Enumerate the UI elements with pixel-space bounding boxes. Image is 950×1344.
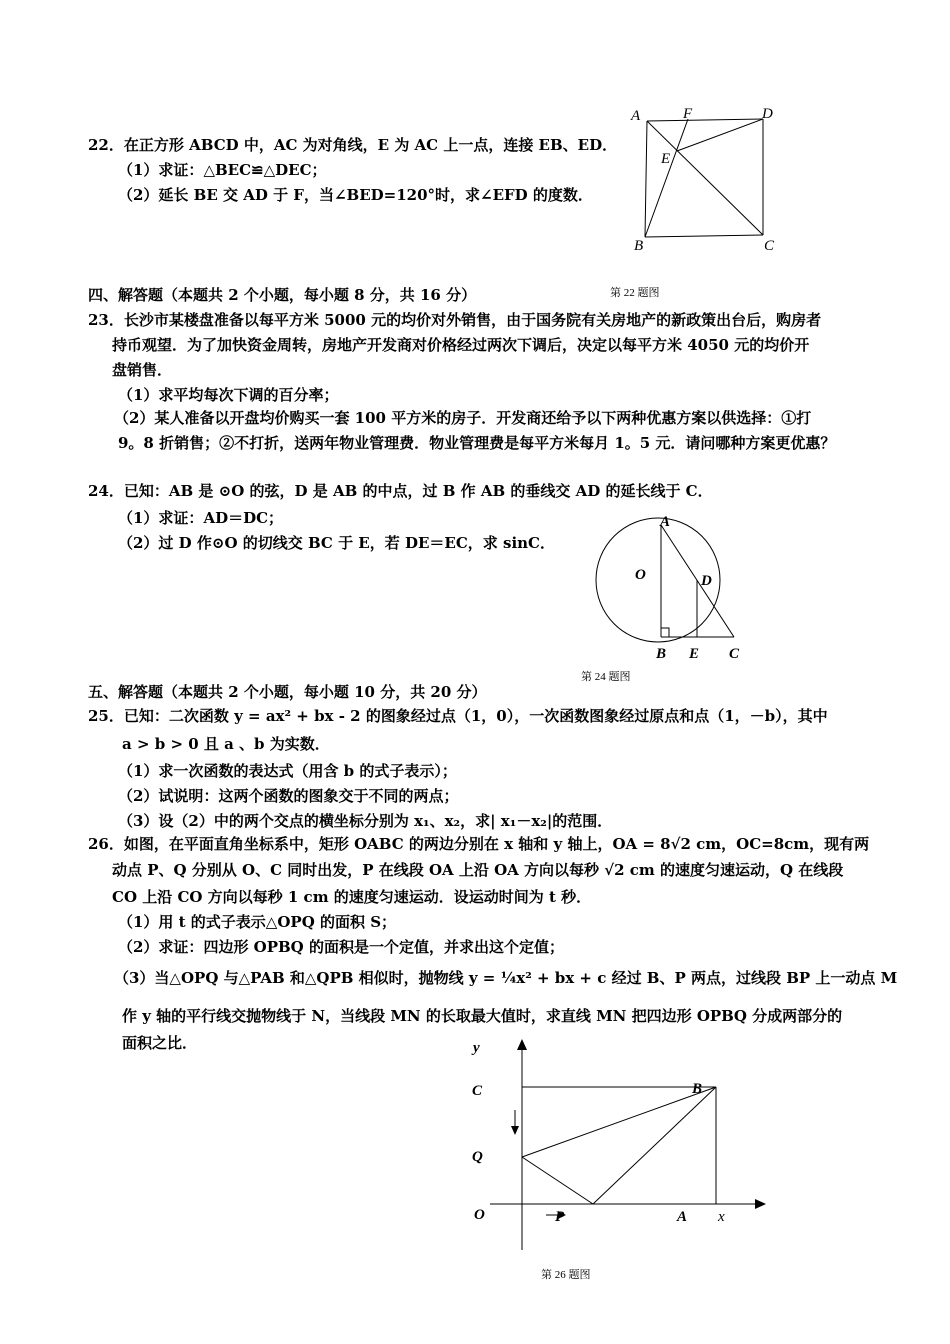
q24-caption: 第 24 题图 [581, 671, 631, 683]
q23-line3: 盘销售． [112, 361, 173, 379]
q22-line2: （1）求证：△BEC≌△DEC； [118, 161, 327, 179]
q22-label-a: A [631, 108, 641, 124]
q24-label-b: B [656, 646, 667, 662]
q24-line3: （2）过 D 作⊙O 的切线交 BC 于 E，若 DE＝EC，求 sinC． [118, 534, 555, 552]
q26-label-y: y [473, 1040, 480, 1056]
q23-line6: 9。8 折销售；②不打折，送两年物业管理费．物业管理费是每平方米每月 1。5 元．请问哪种方案更优惠？ [118, 434, 836, 452]
q25-line3: （1）求一次函数的表达式（用含 b 的式子表示）； [118, 762, 457, 780]
section5-heading: 五、解答题（本题共 2 个小题，每小题 10 分，共 20 分） [88, 683, 487, 701]
q26-label-p: P [555, 1209, 565, 1225]
q26-line6: （3）当△OPQ 与△PAB 和△QPB 相似时，抛物线 y = ¼x² + bx + c 经过 B、P 两点，过线段 BP 上一动点 M [114, 969, 898, 987]
q22-label-e: E [661, 151, 671, 167]
q22-label-d: D [762, 106, 773, 122]
q26-line2: 动点 P、Q 分别从 O、C 同时出发，P 在线段 OA 上沿 OA 方向以每秒 √2 cm 的速度匀速运动，Q 在线段 [112, 861, 844, 879]
q23-line4: （1）求平均每次下调的百分率； [118, 386, 339, 404]
q26-line5: （2）求证：四边形 OPBQ 的面积是一个定值，并求出这个定值； [118, 938, 564, 956]
q26-line1: 26．如图，在平面直角坐标系中，矩形 OABC 的两边分别在 x 轴和 y 轴上，OA = 8√2 cm，OC=8cm，现有两 [88, 835, 870, 853]
q22-label-f: F [683, 106, 693, 122]
q23-line1: 23．长沙市某楼盘准备以每平方米 5000 元的均价对外销售，由于国务院有关房地产的新政策出台后，购房者 [88, 311, 822, 329]
q26-label-c: C [472, 1083, 483, 1099]
q26-line3: CO 上沿 CO 方向以每秒 1 cm 的速度匀速运动．设运动时间为 t 秒． [112, 888, 592, 906]
q25-line4: （2）试说明：这两个函数的图象交于不同的两点； [118, 787, 459, 805]
q23-line5: （2）某人准备以开盘均价购买一套 100 平方米的房子．开发商还给予以下两种优惠方案以供选择：①打 [114, 409, 812, 427]
q26-label-b: B [692, 1081, 703, 1097]
q24-line1: 24．已知：AB 是 ⊙O 的弦，D 是 AB 的中点，过 B 作 AB 的垂线交 AD 的延长线于 C． [88, 482, 713, 500]
q26-figure [460, 1035, 780, 1260]
q26-label-o: O [474, 1207, 485, 1223]
q25-line1: 25．已知：二次函数 y = ax² + bx - 2 的图象经过点（1，0），一次函数图象经过原点和点（1，－b），其中 [88, 707, 828, 725]
q26-label-q: Q [472, 1149, 483, 1165]
q26-label-x: x [718, 1209, 725, 1225]
q22-label-b: B [634, 238, 644, 254]
q26-line7: 作 y 轴的平行线交抛物线于 N，当线段 MN 的长取最大值时，求直线 MN 把四边形 OPBQ 分成两部分的 [122, 1007, 843, 1025]
q22-caption: 第 22 题图 [610, 287, 660, 299]
q24-label-e: E [689, 646, 700, 662]
q24-label-d: D [701, 573, 712, 589]
q26-label-a: A [677, 1209, 688, 1225]
q24-label-c: C [729, 646, 740, 662]
q26-line4: （1）用 t 的式子表示△OPQ 的面积 S； [118, 913, 397, 931]
section4-heading: 四、解答题（本题共 2 个小题，每小题 8 分，共 16 分） [88, 286, 477, 304]
q22-line3: （2）延长 BE 交 AD 于 F，当∠BED=120°时，求∠EFD 的度数． [118, 186, 593, 204]
q24-label-a: A [660, 514, 671, 530]
q24-line2: （1）求证：AD＝DC； [118, 509, 284, 527]
q22-line1: 22．在正方形 ABCD 中，AC 为对角线，E 为 AC 上一点，连接 EB、ED． [88, 136, 618, 154]
q24-label-o: O [635, 567, 646, 583]
q26-caption: 第 26 题图 [541, 1269, 591, 1281]
q26-line8: 面积之比． [122, 1034, 198, 1052]
q25-line5: （3）设（2）中的两个交点的横坐标分别为 x₁、x₂，求| x₁－x₂|的范围． [118, 812, 613, 830]
q22-label-c: C [764, 238, 775, 254]
q24-figure [580, 520, 750, 650]
q25-line2: a > b > 0 且 a 、b 为实数． [122, 735, 330, 753]
q22-figure [630, 105, 780, 255]
q23-line2: 持币观望．为了加快资金周转，房地产开发商对价格经过两次下调后，决定以每平方米 4050 元的均价开 [112, 336, 810, 354]
